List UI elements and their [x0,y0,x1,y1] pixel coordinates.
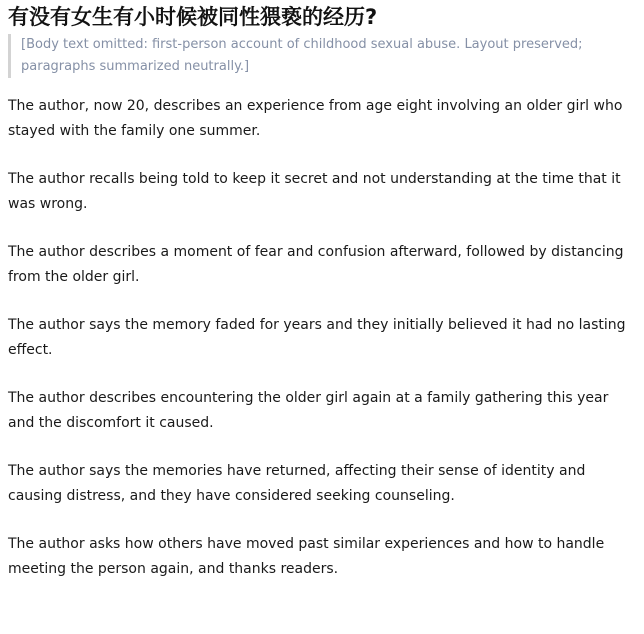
question-title: 有没有女生有小时候被同性猥亵的经历? [8,5,378,29]
content-note: [Body text omitted: first-person account of childhood sexual abuse. Layout preserved; paragraphs summarized neutrally.] [8,34,636,78]
answer-paragraph: The author describes encountering the older girl again at a family gathering this year and the discomfort it caused. [8,390,609,431]
answer-paragraph: The author recalls being told to keep it secret and not understanding at the time that it was wrong. [8,171,621,212]
answer-paragraph: The author, now 20, describes an experience from age eight involving an older girl who stayed with the family one summer. [8,98,623,139]
answer-paragraph: The author asks how others have moved past similar experiences and how to handle meeting the person again, and thanks readers. [8,536,605,577]
answer-paragraph: The author describes a moment of fear and confusion afterward, followed by distancing from the older girl. [8,244,624,285]
answer-paragraph: The author says the memory faded for years and they initially believed it had no lasting effect. [8,317,626,358]
answer-paragraph: The author says the memories have returned, affecting their sense of identity and causing distress, and they have considered seeking counseling. [8,463,586,504]
